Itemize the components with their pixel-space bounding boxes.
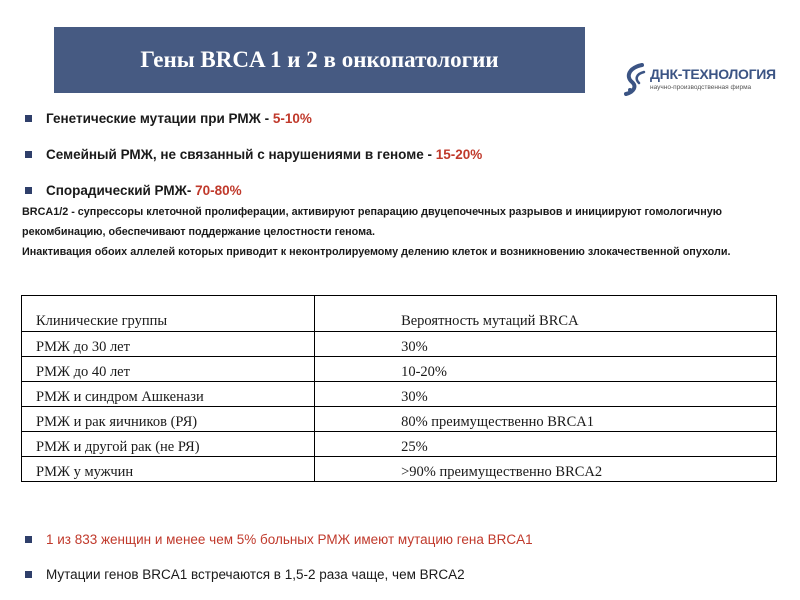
table-row bbox=[22, 457, 777, 482]
table-cell: РМЖ и синдром Ашкенази bbox=[22, 382, 315, 407]
logo-tagline: научно-производственная фирма bbox=[650, 84, 752, 91]
table-cell: >90% преимущественно BRCA2 bbox=[315, 457, 777, 482]
table-cell: 10-20% bbox=[315, 357, 777, 382]
table-cell: РМЖ и другой рак (не РЯ) bbox=[22, 432, 315, 457]
footer-bullet-1: 1 из 833 женщин и менее чем 5% больных РМЖ имеют мутацию гена BRCA1 bbox=[22, 527, 533, 553]
dna-logo-icon bbox=[622, 62, 648, 96]
company-logo bbox=[622, 62, 782, 102]
table-row bbox=[22, 382, 777, 407]
bullet-value: 15-20% bbox=[435, 147, 483, 162]
logo-name: ДНК-ТЕХНОЛОГИЯ bbox=[650, 66, 776, 82]
description-line-1: BRCA1/2 - супрессоры клеточной пролиферации, активируют репарацию двуцепочечных разрывов и инициируют гомологичную рекомбинацию, обеспечивают поддержание целостности генома. bbox=[22, 206, 722, 238]
bullet-value: 5-10% bbox=[272, 111, 312, 126]
table-cell: РМЖ до 30 лет bbox=[22, 332, 315, 357]
clinical-groups-table bbox=[21, 295, 777, 482]
table-cell: 30% bbox=[315, 382, 777, 407]
title-banner bbox=[54, 27, 585, 93]
table-cell: РМЖ у мужчин bbox=[22, 457, 315, 482]
description-paragraph bbox=[22, 202, 772, 262]
header-clinical-groups: Клинические группы bbox=[22, 296, 315, 332]
summary-bullets bbox=[22, 106, 482, 214]
table-row bbox=[22, 432, 777, 457]
header-mutation-probability: Вероятность мутаций BRCA bbox=[315, 296, 777, 332]
footer-bullet-2: Мутации генов BRCA1 встречаются в 1,5-2 раза чаще, чем BRCA2 bbox=[22, 562, 465, 588]
table-row bbox=[22, 332, 777, 357]
table-cell: 30% bbox=[315, 332, 777, 357]
table-row bbox=[22, 357, 777, 382]
bullet-item: Семейный РМЖ, не связанный с нарушениями в геноме - 15-20% bbox=[22, 142, 482, 178]
table-cell: РМЖ до 40 лет bbox=[22, 357, 315, 382]
bullet-item: Спорадический РМЖ- 70-80% bbox=[22, 178, 482, 214]
table-cell: 25% bbox=[315, 432, 777, 457]
table-row bbox=[22, 407, 777, 432]
bullet-value: 70-80% bbox=[195, 183, 242, 198]
description-line-2: Инактивация обоих аллелей которых приводит к неконтролируемому делению клеток и возникновению злокачественной опухоли. bbox=[22, 246, 731, 258]
table-header-row bbox=[22, 296, 777, 332]
page-title: Гены BRCA 1 и 2 в онкопатологии bbox=[140, 47, 499, 72]
bullet-item: Генетические мутации при РМЖ - 5-10% bbox=[22, 106, 482, 142]
table-cell: РМЖ и рак яичников (РЯ) bbox=[22, 407, 315, 432]
table-cell: 80% преимущественно BRCA1 bbox=[315, 407, 777, 432]
